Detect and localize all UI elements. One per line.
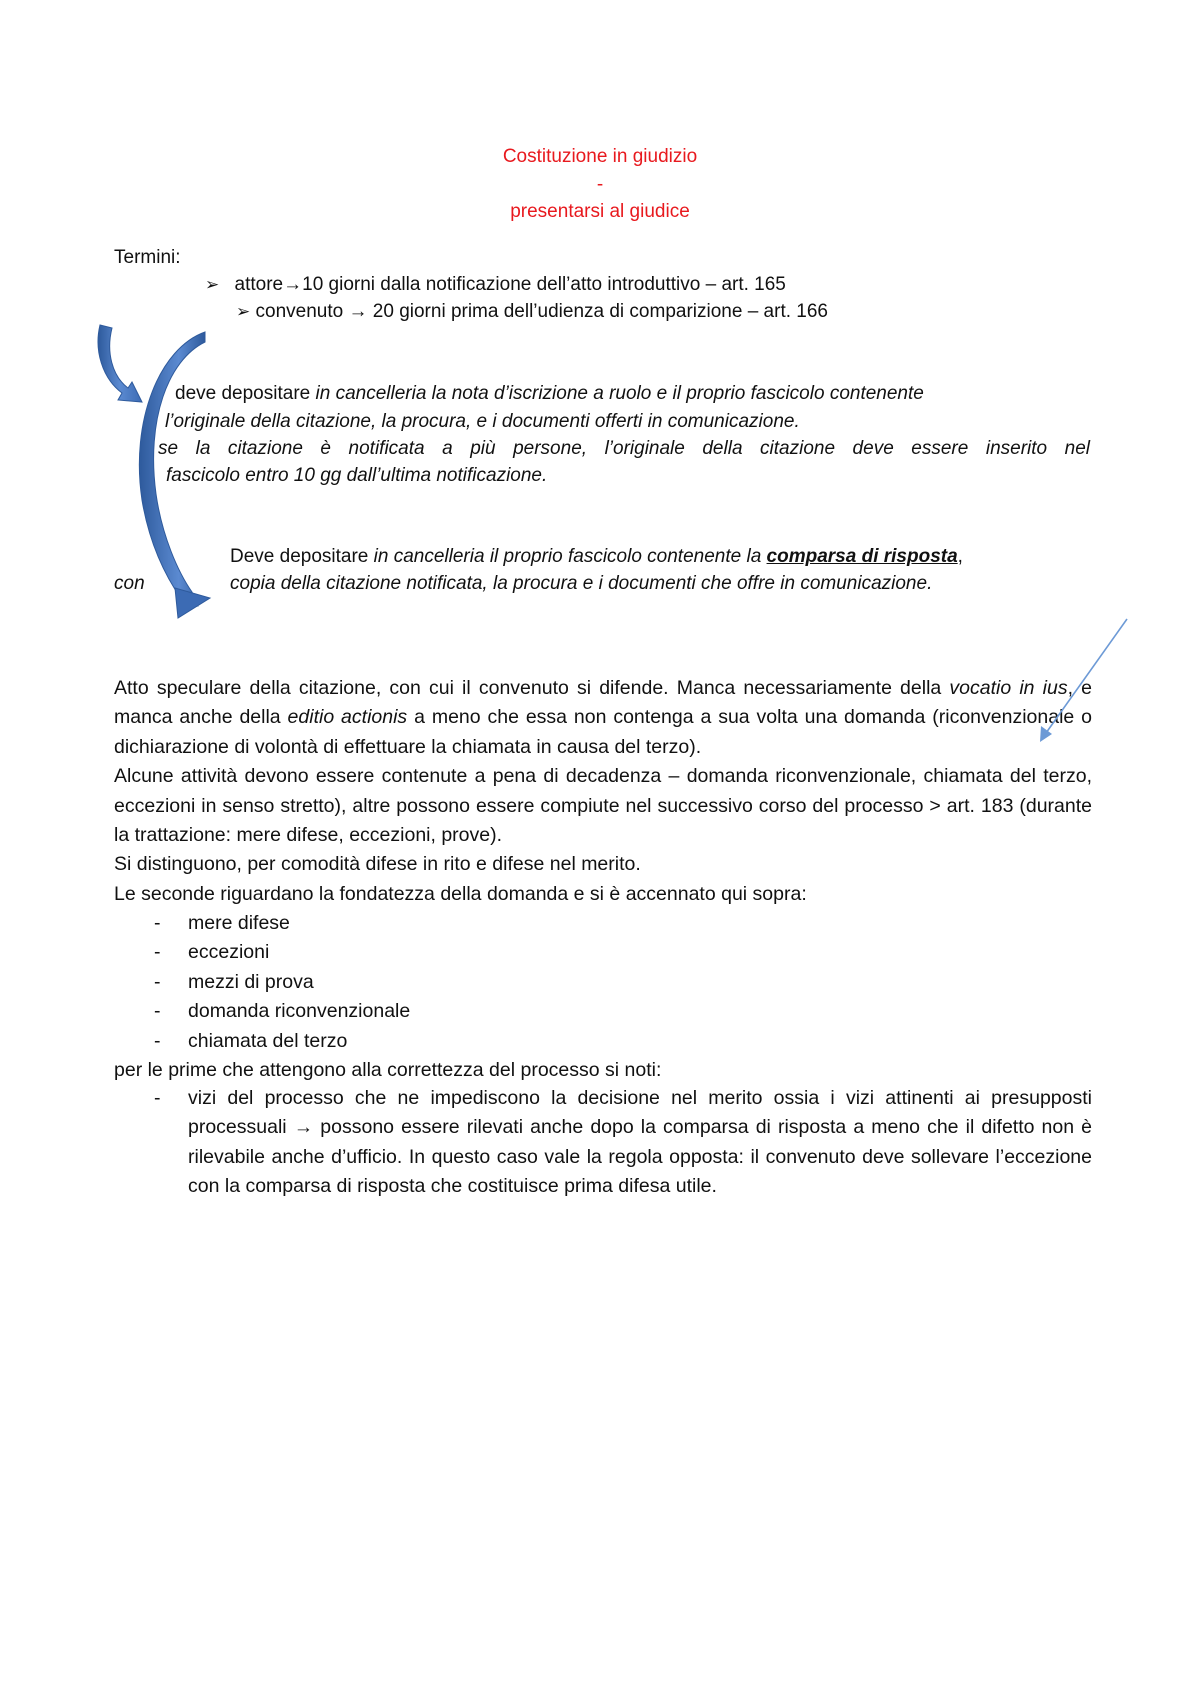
bullet-marker-icon: ➢ [205,275,220,294]
right-arrow-icon: → [293,1116,314,1139]
termini-label: Termini: [114,247,181,268]
list-item-text: eccezioni [188,941,270,964]
paragraph-4: Le seconde riguardano la fondatezza della domanda e si è accennato qui sopra: [114,882,807,905]
list-dash: - [154,1087,161,1109]
convenuto-line1-text: in cancelleria il proprio fascicolo contenente la [373,546,767,567]
doc-title-dash: - [596,174,604,195]
bullet-attore-label: attore [234,274,284,295]
right-arrow-icon: → [283,274,303,295]
convenuto-line2: copia della citazione notificata, la procura e i documenti che offre in comunicazione. [230,573,933,594]
attore-line4: fascicolo entro 10 gg dall’ultima notificazione. [166,465,548,486]
p1-text-c: a meno che essa non contenga a sua volta una domanda (riconvenzionale o dichiarazione di volontà di effettuare la chiamata in causa del terzo). [114,706,1092,758]
list-dash: - [154,912,161,934]
bullet-attore-text: 10 giorni dalla notificazione dell’atto introduttivo – art. 165 [302,274,786,295]
convenuto-verb: Deve depositare [230,546,374,567]
attore-line3: se la citazione è notificata a più persone, l’originale della citazione deve essere inserito nel [158,438,1090,459]
bullet-marker-icon: ➢ [236,302,251,321]
p1-editio: editio actionis [287,706,408,729]
comparsa-di-risposta-term: comparsa di risposta [766,546,958,567]
thin-arrow-icon [1040,619,1127,742]
attore-line1-text: in cancelleria la nota d’iscrizione a ruolo e il proprio fascicolo contenente [315,383,924,404]
list-item-text: chiamata del terzo [188,1029,348,1052]
prime-text-b: possono essere rilevati anche dopo la comparsa di risposta a meno che il difetto non è rilevabile anche d’ufficio. In questo caso vale la regola opposta: il convenuto deve sollevare l’eccezione con la comparsa di risposta che costituisce prima difesa utile. [188,1116,1092,1198]
doc-title-line2: presentarsi al giudice [510,201,690,222]
paragraph-2: Alcune attività devono essere contenute a pena di decadenza – domanda riconvenzionale, chiamata del terzo, eccezioni in senso stretto), altre possono essere compiute nel successivo corso del processo > art. 183 (durante la trattazione: mere difese, eccezioni, prove). [114,765,1092,847]
p1-text-b: , e manca anche della [114,677,1092,729]
small-curved-arrow-icon [98,325,142,402]
p1-text-a: Atto speculare della citazione, con cui il convenuto si difende. Manca necessariamente della [114,677,950,699]
paragraph-3: Si distinguono, per comodità difese in rito e difese nel merito. [114,853,641,876]
convenuto-prefix: con [114,573,145,594]
list-dash: - [154,1029,161,1052]
prime-intro: per le prime che attengono alla correttezza del processo si noti: [114,1059,662,1081]
convenuto-line1-end: , [957,546,963,567]
list-item-text: mere difese [188,912,290,934]
list-item-text: domanda riconvenzionale [188,1000,411,1023]
doc-title-line1: Costituzione in giudizio [502,146,698,167]
attore-verb: deve depositare [175,383,316,404]
list-dash: - [154,1000,161,1023]
large-curved-arrow-icon [139,332,210,618]
attore-line2: l’originale della citazione, la procura, e i documenti offerti in comunicazione. [165,411,800,432]
list-item-text: mezzi di prova [188,970,314,993]
p1-vocatio: vocatio in ius [949,677,1068,699]
bullet-convenuto-text: 20 giorni prima dell’udienza di comparizione – art. 166 [367,301,828,322]
list-dash: - [154,970,161,993]
list-dash: - [154,941,161,964]
prime-text-a: vizi del processo che ne impediscono la decisione nel merito ossia i vizi attinenti ai presupposti processuali [188,1087,1092,1139]
right-arrow-icon: → [348,301,368,322]
bullet-convenuto-label: convenuto [255,301,349,322]
